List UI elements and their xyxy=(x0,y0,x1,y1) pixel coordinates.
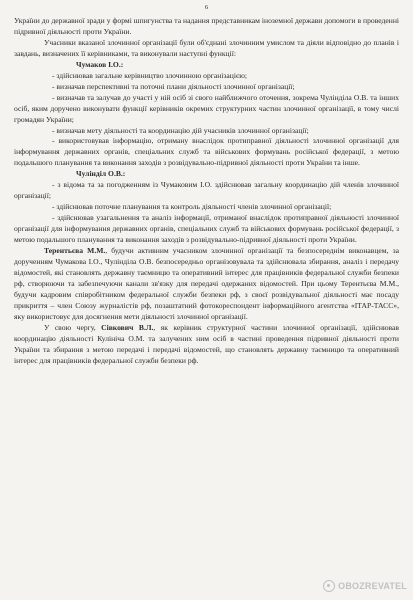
heading-chulindin: Чулінділ О.В.: xyxy=(76,169,126,179)
sivkovych-prefix: У свою чергу, xyxy=(44,322,102,332)
terentieva-text: , будучи активним учасником злочинної організації та безпосереднім виконавцем, за дорученням Чумакова І.О., Чулінділа О.В. безпосередньо організовувала та здійснювала збирання, аналіз і передачу відомостей, які становлять державну таємницю та оперативний інтерес для працівників федеральної служби безпеки рф, створюючи та забезпечуючи канали зв'язку для передачі одержаних відомостей. При цьому Терентьєва М.М., будучи кадровим співробітником федеральної служби безпеки рф, з своєї розвідувальної діяльності має посаду прикриття – член Союзу журналістів рф, позаштатний фотокореспондент інформаційного агентства «ІТАР-ТАСС», яку використовує для досягнення мети діяльності злочинної організації. xyxy=(14,246,399,321)
terentieva-name: Терентьєва М.М. xyxy=(44,246,106,256)
eye-logo-icon xyxy=(323,580,335,592)
chumakov-function-5: - використовував інформацію, отриману внаслідок протиправної діяльності злочинної організації для інформування державних органів, спеціальних служб та військових формувань російської федерації, з метою подальшого планування та виконання заходів з розвідувально-підривної діяльності проти України та інше. xyxy=(14,136,399,168)
chulindin-function-1: - з відома та за погодженням із Чумаковим І.О. здійснював загальну координацію дій членів злочинної організації; xyxy=(14,180,399,201)
paragraph-intro: України до державної зради у формі шпигунства та надання представникам іноземної держави допомоги в проведенні підривної діяльності проти України. xyxy=(14,16,399,36)
chumakov-function-3: - визначав та залучав до участі у ній осіб зі свого найближчого оточення, зокрема Чулінділа О.В. та інших осіб, яким доручено виконувати функції керівників окремих структурних частин злочинної організації, в тому числі громадян України; xyxy=(14,92,399,124)
paragraph-terentieva xyxy=(14,246,399,323)
sivkovych-text: , як керівник структурної частини злочинної організації, здійснював координацію діяльності Кулініча О.М. та залучених ним осіб в частині проведення підривної діяльності проти України та збирання з метою передачі і передачі відомостей, що становлять державну таємницю та оперативний інтерес для працівників федеральної служби безпеки рф. xyxy=(14,322,400,365)
chumakov-function-4: - визначав мету діяльності та координацію дій учасників злочинної організації; xyxy=(52,125,309,135)
chumakov-function-1: - здійснював загальне керівництво злочинною організацією; xyxy=(52,70,247,80)
watermark xyxy=(323,580,407,592)
page-number: 6 xyxy=(204,4,209,11)
heading-chumakov: Чумаков І.О.: xyxy=(76,59,124,69)
paragraph-members: Учасники вказаної злочинної організації були об'єднані злочинним умислом та діяли відповідно до планів і завдань, визначених її керівниками, та виконували наступні функції: xyxy=(14,37,399,58)
chulindin-function-2: - здійснював поточне планування та контроль діяльності членів злочинної організації; xyxy=(52,202,332,212)
chumakov-function-2: - визначав перспективні та поточні плани діяльності злочинної організації; xyxy=(52,81,295,91)
sivkovych-name: Сівкович В.Л. xyxy=(101,322,154,332)
document-body xyxy=(14,16,399,367)
watermark-text: OBOZREVATEL xyxy=(338,581,407,591)
chulindin-function-3: - здійснював узагальнення та аналіз інформації, отриманої внаслідок протиправної діяльності злочинної організації для інформування державних органів, спеціальних служб та військових формувань російської федерації, з метою подальшого планування та виконання заходів з розвідувально-підривної діяльності проти України. xyxy=(14,213,399,245)
paragraph-sivkovych xyxy=(14,323,399,367)
